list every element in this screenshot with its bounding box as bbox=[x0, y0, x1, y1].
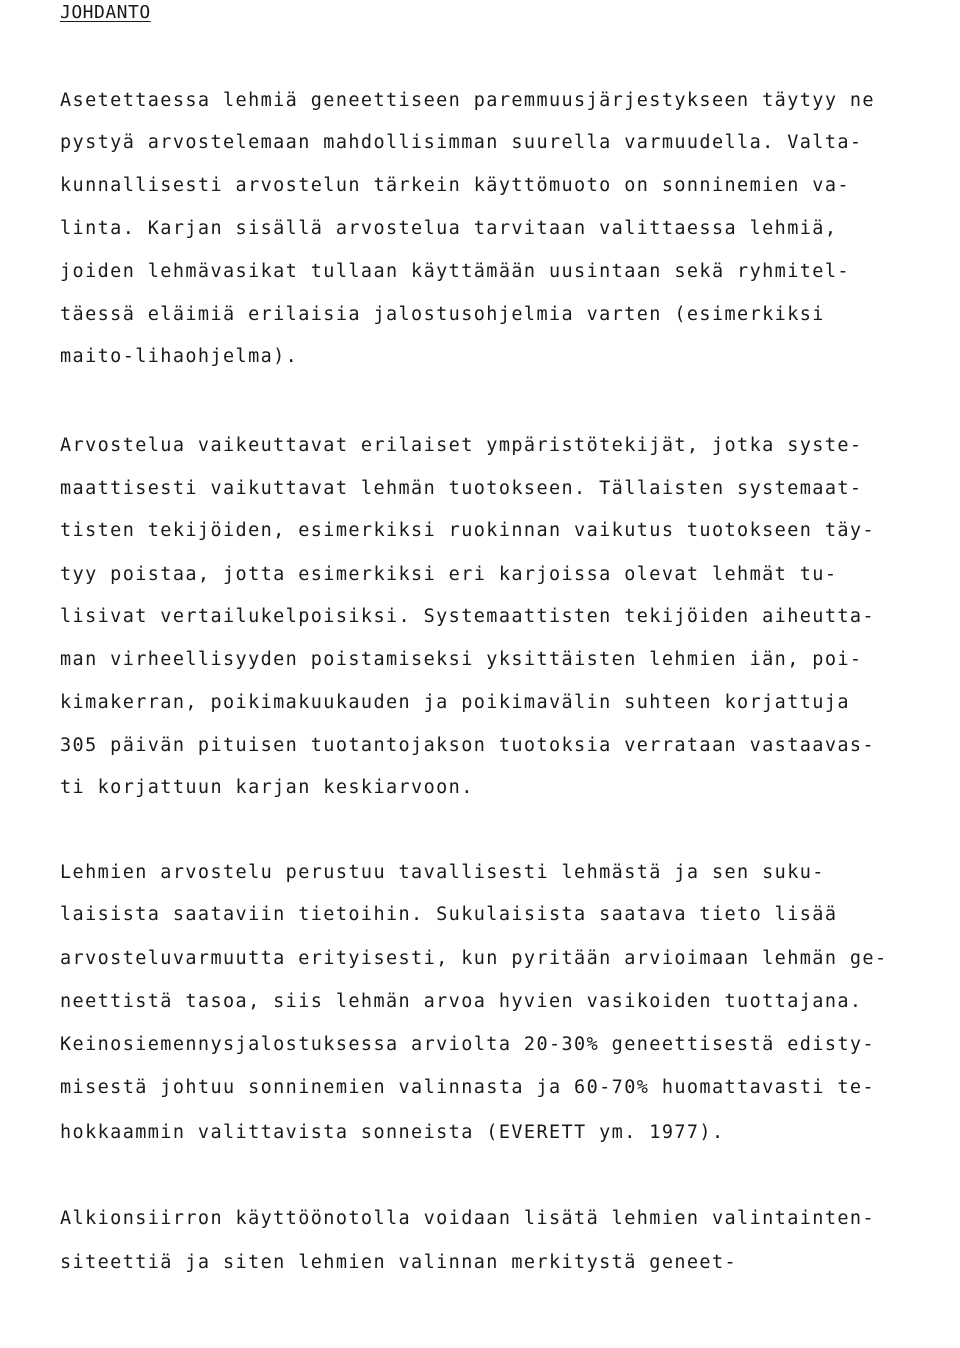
text-line: maito-lihaohjelma). bbox=[60, 346, 299, 367]
text-line: hokkaammin valittavista sonneista (EVERETT ym. 1977). bbox=[60, 1122, 725, 1143]
text-line: laisista saataviin tietoihin. Sukulaisista saatava tieto lisää bbox=[60, 904, 838, 925]
text-line: tyy poistaa, jotta esimerkiksi eri karjoissa olevat lehmät tu- bbox=[60, 564, 838, 585]
text-line: maattisesti vaikuttavat lehmän tuotokseen. Tällaisten systemaat- bbox=[60, 478, 863, 499]
text-line: lisivat vertailukelpoisiksi. Systemaattisten tekijöiden aiheutta- bbox=[60, 606, 875, 627]
text-line: kunnallisesti arvostelun tärkein käyttömuoto on sonninemien va- bbox=[60, 175, 850, 196]
text-line: Asetettaessa lehmiä geneettiseen paremmuusjärjestykseen täytyy ne bbox=[60, 90, 875, 111]
text-line: Arvostelua vaikeuttavat erilaiset ympäristötekijät, jotka syste- bbox=[60, 435, 863, 456]
text-line: 305 päivän pituisen tuotantojakson tuotoksia verrataan vastaavas- bbox=[60, 735, 875, 756]
text-line: joiden lehmävasikat tullaan käyttämään uusintaan sekä ryhmitel- bbox=[60, 261, 850, 282]
text-line: neettistä tasoa, siis lehmän arvoa hyvien vasikoiden tuottajana. bbox=[60, 991, 863, 1012]
text-line: man virheellisyyden poistamiseksi yksittäisten lehmien iän, poi- bbox=[60, 649, 863, 670]
text-line: Alkionsiirron käyttöönotolla voidaan lisätä lehmien valintainten- bbox=[60, 1208, 875, 1229]
text-line: pystyä arvostelemaan mahdollisimman suurella varmuudella. Valta- bbox=[60, 132, 863, 153]
section-heading: JOHDANTO bbox=[60, 2, 151, 23]
text-line: Keinosiemennysjalostuksessa arviolta 20-30% geneettisestä edisty- bbox=[60, 1034, 875, 1055]
text-line: linta. Karjan sisällä arvostelua tarvitaan valittaessa lehmiä, bbox=[60, 218, 838, 239]
text-line: kimakerran, poikimakuukauden ja poikimavälin suhteen korjattuja bbox=[60, 692, 850, 713]
text-line: arvosteluvarmuutta erityisesti, kun pyritään arvioimaan lehmän ge- bbox=[60, 948, 888, 969]
text-line: misestä johtuu sonninemien valinnasta ja 60-70% huomattavasti te- bbox=[60, 1077, 875, 1098]
text-line: ti korjattuun karjan keskiarvoon. bbox=[60, 777, 474, 798]
text-line: täessä eläimiä erilaisia jalostusohjelmia varten (esimerkiksi bbox=[60, 304, 825, 325]
text-line: siteettiä ja siten lehmien valinnan merkitystä geneet- bbox=[60, 1252, 738, 1273]
text-line: tisten tekijöiden, esimerkiksi ruokinnan vaikutus tuotokseen täy- bbox=[60, 520, 875, 541]
text-line: Lehmien arvostelu perustuu tavallisesti lehmästä ja sen suku- bbox=[60, 862, 825, 883]
